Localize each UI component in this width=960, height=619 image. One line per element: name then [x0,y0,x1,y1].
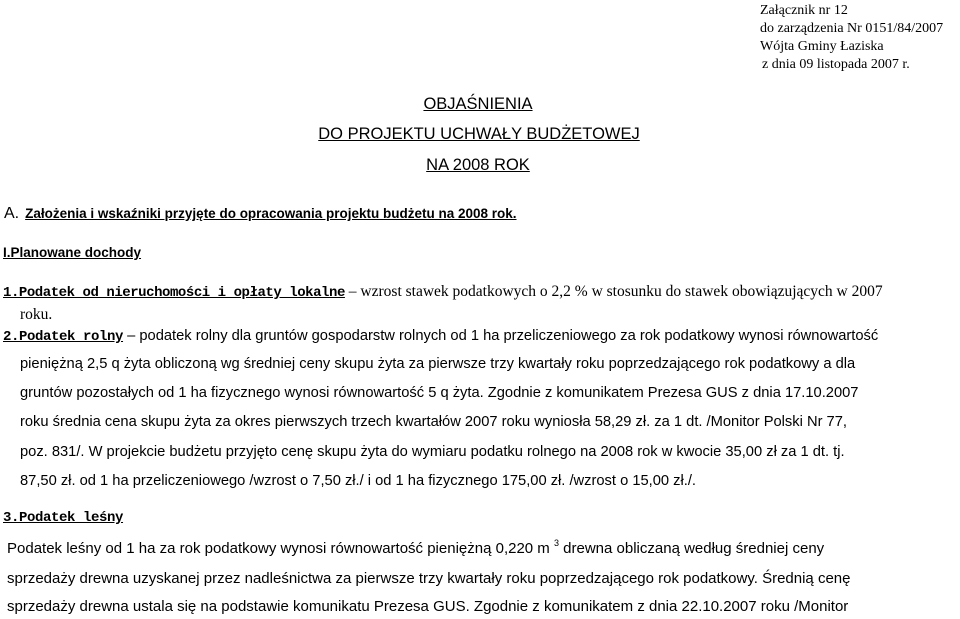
annex-line-2: do zarządzenia Nr 0151/84/2007 [760,21,944,36]
item-3-line-2: sprzedaży drewna uzyskanej przez nadleśnictwa za pierwsze trzy kwartały roku poprzedzającego rok podatkowy. Średnią cenę [7,570,851,587]
item-3-heading: 3.Podatek leśny [3,510,124,526]
item-2-line-4: roku średnia cena skupu żyta za okres pierwszych trzech kwartałów 2007 roku wyniosła 58,29 zł. za 1 dt. /Monitor Polski Nr 77, [20,414,847,430]
section-a-text: Założenia i wskaźniki przyjęte do opracowania projektu budżetu na 2008 rok. [25,206,517,221]
item-3-line-3: sprzedaży drewna ustala się na podstawie komunikatu Prezesa GUS. Zgodnie z komunikatem z dnia 22.10.2007 roku /Monitor [7,598,849,615]
item-2-line-6: 87,50 zł. od 1 ha przeliczeniowego /wzrost o 7,50 zł./ i od 1 ha fizycznego 175,00 zł. /wzrost o 15,00 zł./. [20,473,696,489]
section-i-heading: I.Planowane dochody [3,245,142,260]
item-1-line-1 [3,283,883,301]
item-3-line-1 [7,540,824,557]
annex-line-3: Wójta Gminy Łaziska [760,39,884,54]
item-1-heading: 1.Podatek od nieruchomości i opłaty lokalne [3,285,345,301]
document-subtitle: DO PROJEKTU UCHWAŁY BUDŻETOWEJ [318,125,640,143]
annex-line-1: Załącznik nr 12 [760,3,848,18]
annex-line-4: z dnia 09 listopada 2007 r. [762,57,910,72]
section-a-heading [4,205,517,223]
item-3-text-1a: Podatek leśny od 1 ha za rok podatkowy wynosi równowartość pieniężną 0,220 m [7,540,554,557]
item-3-text-1b: drewna obliczaną według średniej ceny [559,540,825,557]
item-2-line-2: pieniężną 2,5 q żyta obliczoną wg średniej ceny skupu żyta za pierwsze trzy kwartały roku poprzedzającego rok podatkowy a dla [20,356,856,372]
document-year-title: NA 2008 ROK [426,156,530,174]
cubic-superscript: 3 [553,538,559,548]
section-a-label: A. [4,205,20,222]
item-1-line-2: roku. [20,306,53,323]
item-2-heading: 2.Podatek rolny [3,329,124,345]
item-2-line-5: poz. 831/. W projekcie budżetu przyjęto cenę skupu żyta do wymiaru podatku rolnego na 2008 rok w kwocie 35,00 zł za 1 dt. tj. [20,444,845,460]
document-title: OBJAŚNIENIA [423,95,533,113]
item-1-text-1: – wzrost stawek podatkowych o 2,2 % w stosunku do stawek obowiązujących w 2007 [344,283,883,300]
item-2-text-1: – podatek rolny dla gruntów gospodarstw rolnych od 1 ha przeliczeniowego za rok podatkowy wynosi równowartość [123,328,879,344]
item-2-line-1 [3,327,878,345]
annex-note [760,2,943,74]
item-2-line-3: gruntów pozostałych od 1 ha fizycznego wynosi równowartość 5 q żyta. Zgodnie z komunikatem Prezesa GUS z dnia 17.10.2007 [20,385,859,401]
